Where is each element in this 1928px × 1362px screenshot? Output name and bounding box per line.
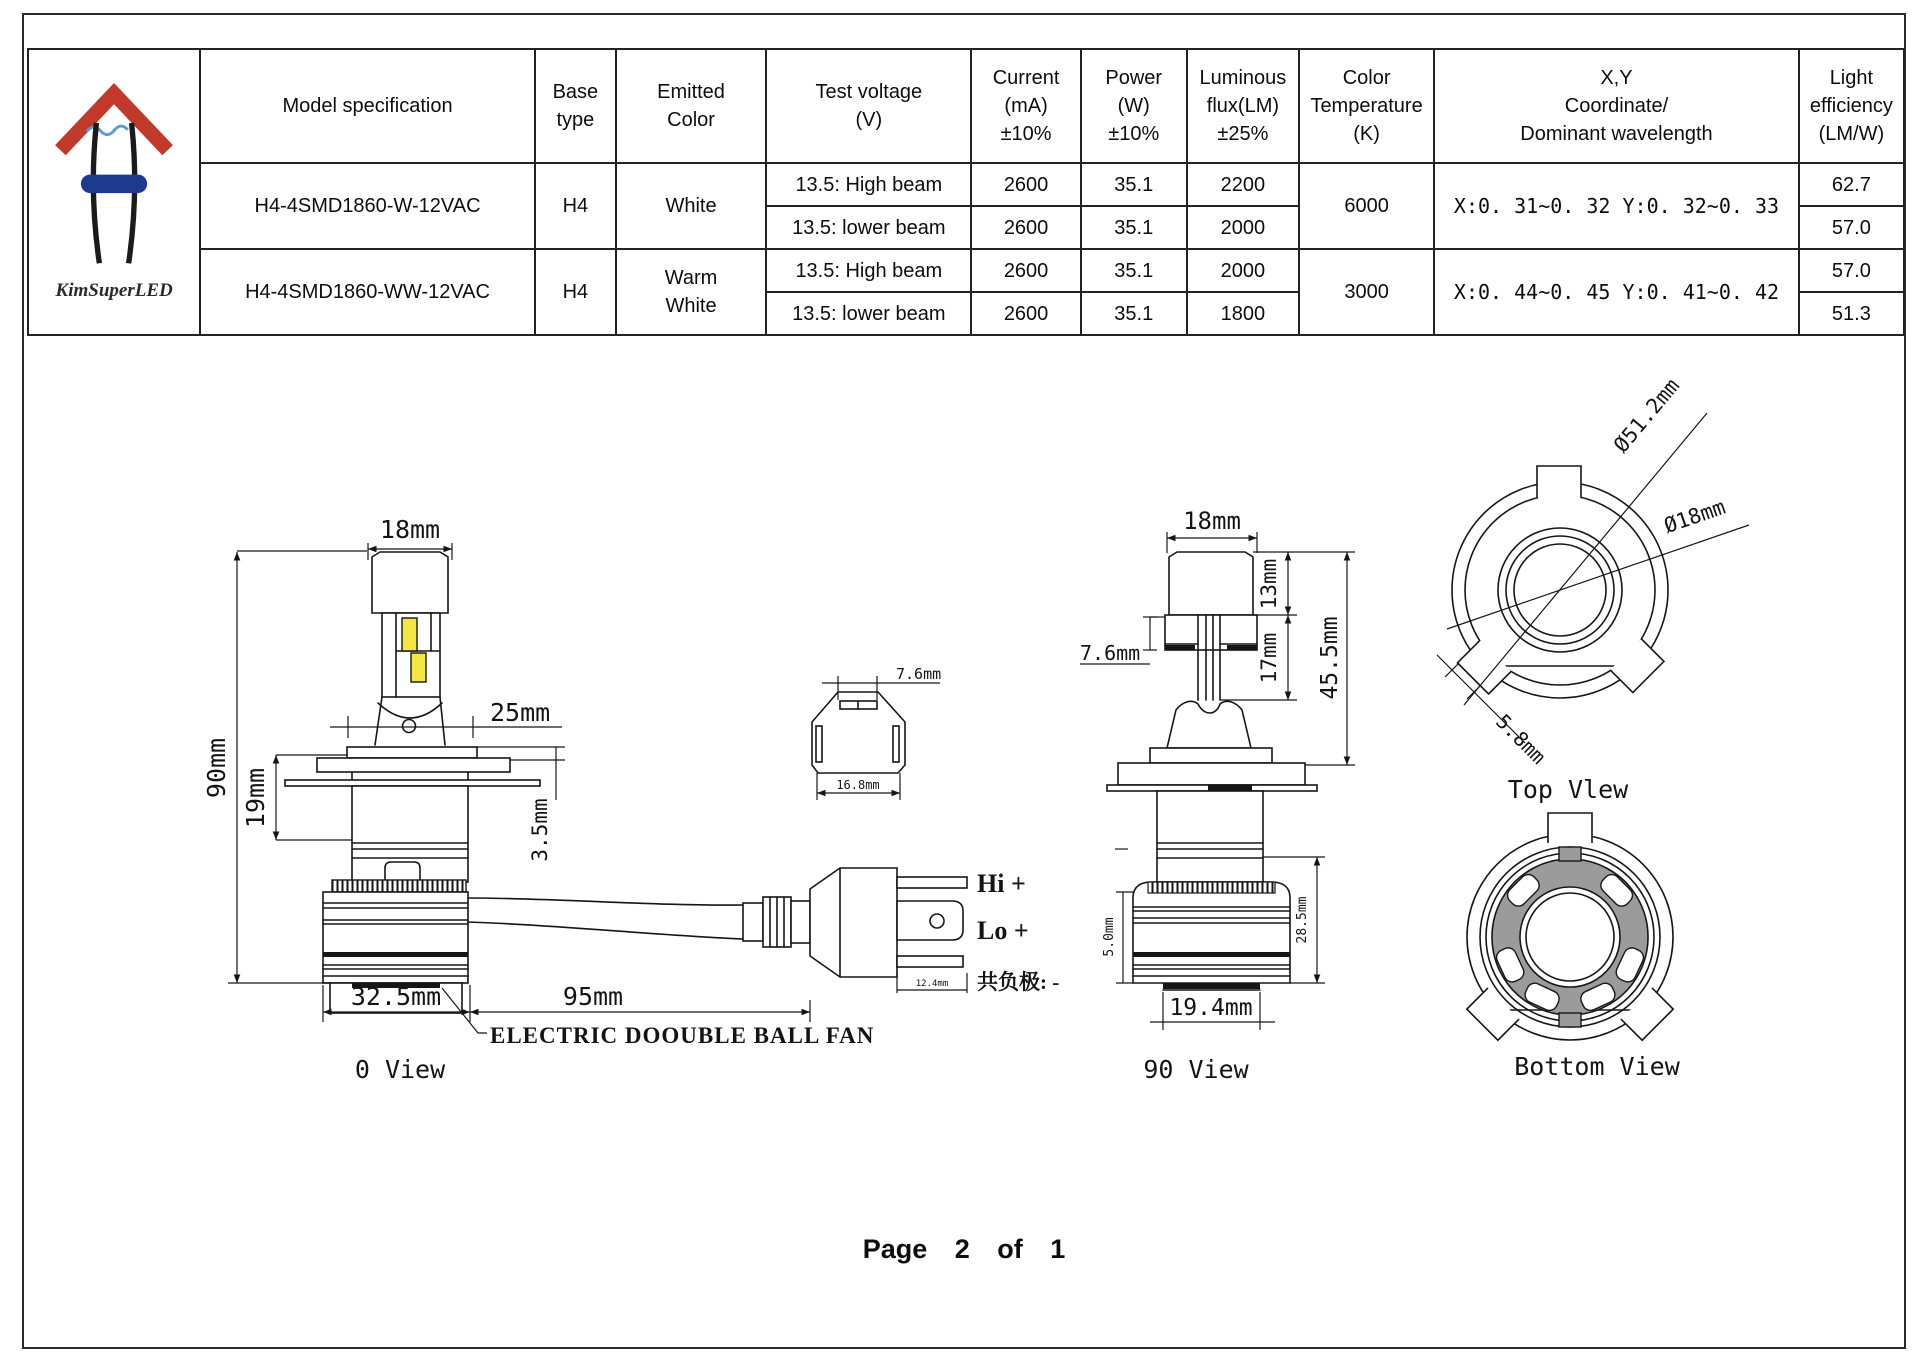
- table-row-ww-high: [28, 249, 1904, 292]
- cell-emitted-color: White: [616, 163, 766, 249]
- dim-pin-length: 12.4mm: [915, 979, 949, 989]
- cell-current: 2600: [971, 163, 1080, 206]
- header-light-efficiency: Light efficiency (LM/W): [1799, 49, 1904, 163]
- cell-color-temp: 3000: [1299, 249, 1434, 335]
- led-chip-upper: [402, 618, 417, 651]
- cell-current: 2600: [971, 292, 1080, 335]
- fan-note: ELECTRIC DOOUBLE BALL FAN: [490, 1023, 875, 1048]
- dim-fin-height: 5.0mm: [1102, 917, 1117, 957]
- plug-diagram: [743, 868, 1059, 994]
- cell-flux: 1800: [1187, 292, 1299, 335]
- header-power: Power (W) ±10%: [1081, 49, 1187, 163]
- side-heatsink-hatch: [1148, 882, 1275, 893]
- header-luminous-flux: Luminous flux(LM) ±25%: [1187, 49, 1299, 163]
- table-row-w-high: [28, 163, 1904, 206]
- side-view-caption: 90 View: [1143, 1055, 1249, 1084]
- cell-efficiency: 57.0: [1799, 249, 1904, 292]
- dim-upper-height: 45.5mm: [1317, 616, 1343, 700]
- dim-heatsink-height: 28.5mm: [1295, 896, 1310, 944]
- header-emitted-color: Emitted Color: [616, 49, 766, 163]
- header-current: Current (mA) ±10%: [971, 49, 1080, 163]
- cell-flux: 2000: [1187, 249, 1299, 292]
- cell-xy-coordinate: X:0. 44~0. 45 Y:0. 41~0. 42: [1434, 249, 1799, 335]
- cell-model: H4-4SMD1860-WW-12VAC: [200, 249, 535, 335]
- dim-wire-length: 95mm: [562, 982, 624, 1011]
- cell-color-temp: 6000: [1299, 163, 1434, 249]
- dim-collar-width: 7.6mm: [1080, 641, 1141, 665]
- dim-outer-diameter: Ø51.2mm: [1608, 373, 1685, 458]
- cell-power: 35.1: [1081, 206, 1187, 249]
- cell-flux: 2200: [1187, 163, 1299, 206]
- dim-flange-height: 19mm: [241, 767, 270, 829]
- brand-name: KimSuperLED: [55, 279, 173, 301]
- dim-head-width: 18mm: [379, 515, 441, 544]
- cell-test-voltage: 13.5: High beam: [766, 249, 971, 292]
- cell-model: H4-4SMD1860-W-12VAC: [200, 163, 535, 249]
- cell-test-voltage: 13.5: High beam: [766, 163, 971, 206]
- table-header-row: [28, 49, 1904, 163]
- dim-head-height: 13mm: [1257, 558, 1281, 610]
- cell-current: 2600: [971, 249, 1080, 292]
- cell-power: 35.1: [1081, 163, 1187, 206]
- cell-power: 35.1: [1081, 249, 1187, 292]
- header-xy-coordinate: X,Y Coordinate/ Dominant wavelength: [1434, 49, 1799, 163]
- cell-base-type: H4: [535, 249, 616, 335]
- dim-total-height: 90mm: [202, 737, 231, 799]
- logo-cell: [28, 49, 200, 335]
- header-test-voltage: Test voltage (V): [766, 49, 971, 163]
- cell-xy-coordinate: X:0. 31~0. 32 Y:0. 32~0. 33: [1434, 163, 1799, 249]
- dim-stem-height: 17mm: [1257, 632, 1281, 684]
- cell-test-voltage: 13.5: lower beam: [766, 292, 971, 335]
- bottom-view-diagram: [1467, 813, 1681, 1081]
- heatsink-hatch-band: [332, 880, 466, 892]
- dim-side-head-width: 18mm: [1183, 507, 1241, 535]
- dim-slot-width: 7.6mm: [896, 665, 942, 683]
- header-model: Model specification: [200, 49, 535, 163]
- led-chip-lower: [411, 653, 426, 682]
- top-view-diagram: [1437, 374, 1749, 804]
- dim-cap-width: 25mm: [490, 698, 551, 727]
- pin-common-label: 共负极: -: [977, 970, 1060, 994]
- dim-connector-width: 16.8mm: [836, 778, 880, 792]
- dim-flange-thickness: 3.5mm: [528, 798, 552, 862]
- cell-flux: 2000: [1187, 206, 1299, 249]
- cell-efficiency: 62.7: [1799, 163, 1904, 206]
- cell-efficiency: 57.0: [1799, 206, 1904, 249]
- cell-power: 35.1: [1081, 292, 1187, 335]
- page-number: Page 2 of 1: [862, 1234, 1066, 1264]
- front-view-caption: 0 View: [354, 1055, 446, 1084]
- cell-current: 2600: [971, 206, 1080, 249]
- dim-base-width: 19.4mm: [1169, 995, 1253, 1021]
- cell-emitted-color: Warm White: [616, 249, 766, 335]
- dim-tab-width: 5.8mm: [1491, 709, 1551, 769]
- header-base: Base type: [535, 49, 616, 163]
- cell-efficiency: 51.3: [1799, 292, 1904, 335]
- dim-inner-diameter: Ø18mm: [1660, 494, 1729, 539]
- connector-face-diagram: [812, 665, 941, 800]
- dim-body-width: 32.5mm: [350, 982, 442, 1011]
- pin-lo-label: Lo +: [977, 916, 1029, 945]
- cell-base-type: H4: [535, 163, 616, 249]
- top-view-caption: Top Vlew: [1507, 775, 1629, 804]
- bottom-view-caption: Bottom View: [1514, 1052, 1680, 1081]
- cell-test-voltage: 13.5: lower beam: [766, 206, 971, 249]
- header-color-temperature: Color Temperature (K): [1299, 49, 1434, 163]
- side-view-diagram: [1080, 507, 1355, 1084]
- front-view-diagram: [202, 515, 874, 1084]
- brand-logo-icon: [44, 80, 184, 275]
- spec-table: [27, 48, 1905, 336]
- pin-hi-label: Hi +: [977, 869, 1026, 898]
